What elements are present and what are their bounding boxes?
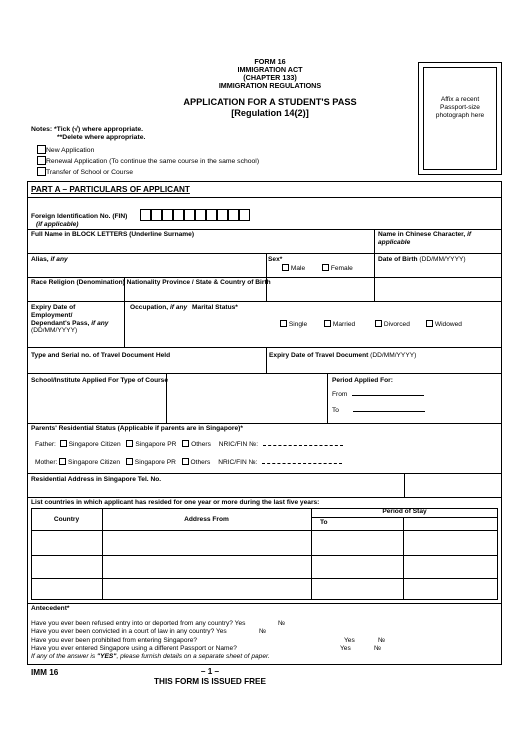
male-label: Male [290,265,306,272]
col-address-from: Address From [184,516,229,523]
sex-label: Sex* [268,256,283,263]
photo-line-2: Passport-size [440,104,480,112]
address-tel-labels [31,476,161,484]
travel-expiry-input[interactable] [269,361,497,372]
photo-line-1: Affix a recent [440,96,480,103]
chinese-name-if: if [467,231,472,238]
fin-input[interactable] [140,209,250,221]
chapter: (CHAPTER 133) [243,73,297,82]
travel-doc-label: Type and Serial no. of Travel Document Held [31,352,171,359]
travel-expiry-label [269,352,416,360]
q2-no[interactable]: № [259,628,267,635]
pass-expiry-label [31,304,123,335]
regulations: IMMIGRATION REGULATIONS [218,81,322,90]
to-label: To [332,407,339,414]
race-row-labels [31,279,271,287]
mother-citizen-label: Singapore Citizen [68,459,121,466]
chinese-name-applicable: applicable [378,238,411,246]
note-post: , please furnish details on a separate sheet of paper. [116,653,270,660]
option-new-label: New Application [46,147,95,154]
checkbox-renewal[interactable] [37,156,46,165]
mother-nric-label: NRIC/FIN №: [218,459,258,466]
alias-text: Alias, [31,256,49,263]
notes-line-2: **Delete where appropriate. [57,134,146,141]
checkbox-mother-pr[interactable] [126,458,133,465]
sex-male-option[interactable] [282,264,305,273]
single-label: Single [288,321,308,328]
travel-doc-input[interactable] [31,361,261,372]
checkbox-father-citizen[interactable] [60,440,67,447]
father-nric-input[interactable] [263,445,343,446]
page-title: APPLICATION FOR A STUDENT'S PASS [183,97,357,107]
fin-label: Foreign Identification No. (FIN) [31,213,128,220]
act-title: IMMIGRATION ACT [237,65,303,74]
option-renewal[interactable] [37,156,259,166]
option-transfer[interactable] [37,167,133,177]
q1-no[interactable]: № [278,620,286,627]
period-applied-label: Period Applied For: [332,377,393,384]
regulation-ref: [Regulation 14(2)] [231,108,309,118]
checkbox-mother-citizen[interactable] [59,458,66,465]
dob-label [378,256,466,264]
fin-sub-label: (if applicable) [36,221,79,228]
married-label: Married [332,321,356,328]
option-transfer-label: Transfer of School or Course [46,169,134,176]
photo-instructions [424,96,496,121]
course-input[interactable] [170,388,320,420]
col-period-of-stay: Period of Stay [382,508,427,515]
pass-expiry-2: Employment/ [31,311,73,319]
photo-area[interactable] [423,67,497,170]
antecedent-q1 [31,620,245,628]
travel-expiry-format: (DD/MM/YYYY) [370,352,417,359]
col-country: Country [53,516,80,523]
form-number: FORM 16 [254,57,286,66]
school-input[interactable] [31,388,161,420]
checkbox-married[interactable] [324,320,331,327]
checkbox-father-others[interactable] [182,440,189,447]
table-row[interactable] [32,531,497,554]
table-row[interactable] [32,556,497,577]
tel-label: Tel. No. [137,476,162,483]
marital-label: Marital Status* [192,304,238,311]
col-to: To [320,519,328,526]
occupation-marital-labels [130,304,238,312]
marital-divorced-option[interactable] [375,320,410,329]
mother-label: Mother: [35,459,58,466]
checkbox-new-application[interactable] [37,145,46,154]
address-input[interactable] [31,485,399,496]
countries-label: List countries in which applicant has resided for one year or more during the last five years: [31,499,320,506]
school-label: School/Institute Applied For [31,377,119,384]
school-course-labels [31,377,168,385]
father-citizen-label: Singapore Citizen [68,441,121,448]
religion-label: Religion [48,279,75,286]
alias-if: if any [50,256,68,263]
q4-no[interactable]: № [374,645,382,652]
course-label: Type of Course [120,377,169,384]
pass-expiry-format: (DD/MM/YYYY) [31,327,78,335]
q3-no[interactable]: № [378,637,386,644]
checkbox-father-pr[interactable] [126,440,133,447]
from-input[interactable] [352,395,424,396]
full-name-input[interactable] [31,240,371,252]
period-from [332,391,424,399]
pass-expiry-3: Dependant's Pass, [31,319,90,327]
period-to [332,407,425,415]
father-nric-label: NRIC/FIN №: [218,441,259,448]
checkbox-widowed[interactable] [426,320,433,327]
table-row[interactable] [32,579,497,599]
checkbox-female[interactable] [322,264,329,271]
q4-yes[interactable]: Yes [340,645,351,652]
checkbox-single[interactable] [280,320,287,327]
father-pr-label: Singapore PR [135,441,177,448]
page-number: – 1 – [200,667,220,676]
checkbox-mother-others[interactable] [182,458,189,465]
antecedent-title: Antecedent* [31,605,70,612]
q1-text: Have you ever been refused entry into or deported from any country? Yes [31,620,246,627]
q3-yes[interactable]: Yes [344,637,355,644]
occupation-input[interactable] [130,318,260,342]
race-label: Race [31,279,47,286]
divorced-label: Divorced [383,321,410,328]
antecedent-q2: Have you ever been convicted in a court of law in any country? Yes [31,628,227,635]
tel-input[interactable] [408,485,498,496]
checkbox-divorced[interactable] [375,320,382,327]
father-label: Father: [35,441,56,448]
mother-pr-label: Singapore PR [134,459,176,466]
chinese-name-text: Name in Chinese Character, [378,231,466,238]
occupation-label: Occupation, [130,304,169,311]
address-label: Residential Address in Singapore [31,476,136,483]
note-yes: "YES" [96,653,117,660]
alias-input[interactable] [31,264,261,276]
note-pre: If any of the answer is [31,653,97,660]
from-label: From [332,391,348,398]
issued-free-notice: THIS FORM IS ISSUED FREE [154,677,266,686]
part-a-title: PART A – PARTICULARS OF APPLICANT [31,185,190,194]
occupation-if: if any [169,304,188,311]
checkbox-male[interactable] [282,264,289,271]
photo-frame [418,62,502,175]
denomination-label: (Denomination) [76,279,125,286]
marital-widowed-option[interactable] [426,320,462,329]
pass-expiry-if: if any [91,319,109,327]
option-new-application[interactable] [37,145,94,155]
antecedent-note [31,653,270,661]
checkbox-transfer[interactable] [37,167,46,176]
antecedent-q3: Have you ever been prohibited from entering Singapore? [31,637,198,644]
notes-line-1: Notes: *Tick (√) where appropriate. [31,126,144,133]
option-renewal-label: Renewal Application (To continue the same course in the same school) [46,158,260,165]
full-name-label: Full Name in BLOCK LETTERS (Underline Surname) [31,231,195,238]
dob-format: (DD/MM/YYYY) [419,256,466,263]
birth-place-label: Province / State & Country of Birth [162,279,271,286]
nationality-label: Nationality [126,279,161,286]
marital-single-option[interactable] [280,320,307,329]
form-code: IMM 16 [31,668,59,677]
marital-married-option[interactable] [324,320,355,329]
father-row [35,440,343,449]
pass-expiry-1: Expiry Date of [31,304,76,311]
chinese-name-label [378,231,498,247]
mother-others-label: Others [190,459,211,466]
female-label: Female [330,265,353,272]
widowed-label: Widowed [434,321,462,328]
to-input[interactable] [353,411,425,412]
parents-status-label: Parents' Residential Status (Applicable if parents are in Singapore)* [31,425,243,432]
mother-nric-input[interactable] [262,463,342,464]
photo-line-3: photograph here [435,112,485,120]
alias-label [31,256,68,264]
mother-row [35,458,342,467]
sex-female-option[interactable] [322,264,353,273]
dob-input[interactable] [378,264,498,276]
travel-expiry-text: Expiry Date of Travel Document [269,352,369,359]
antecedent-q4: Have you ever entered Singapore using a different Passport or Name? [31,645,237,652]
father-others-label: Others [191,441,211,448]
dob-text: Date of Birth [378,256,418,263]
